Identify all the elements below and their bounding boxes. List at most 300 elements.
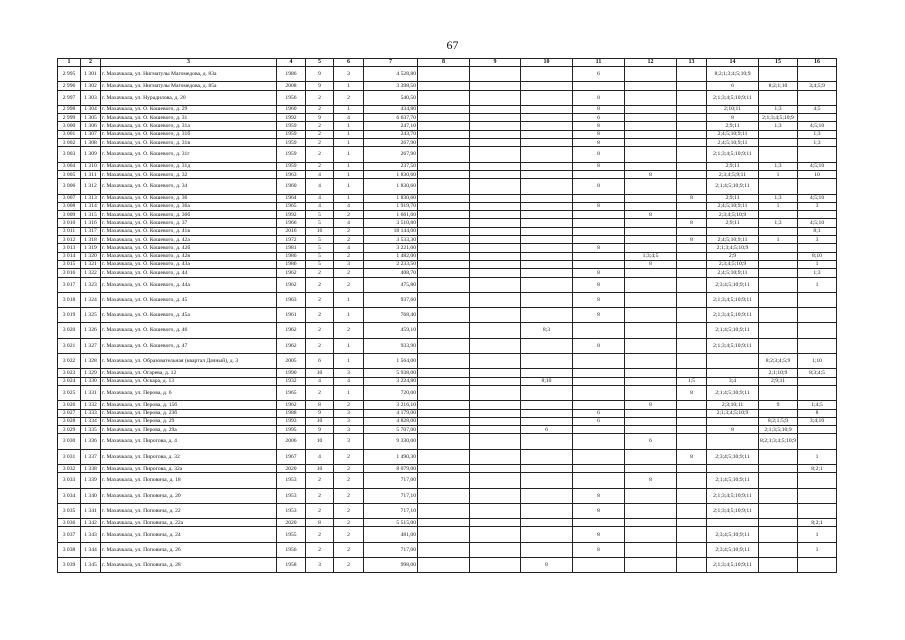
table-cell [418,170,470,178]
table-cell [470,369,521,377]
table-cell: 1 302 [81,82,101,90]
table-cell: 717,00 [364,473,418,488]
table-cell: 1 [334,122,364,130]
table-cell [573,170,625,178]
table-cell [470,105,521,113]
table-cell [798,114,837,122]
table-cell: 1967 [277,449,306,464]
table-row [58,354,837,369]
table-cell: 2;1;3;4;5;10;9 [707,409,759,417]
table-cell [625,542,677,557]
table-cell: 2 [334,527,364,542]
table-cell: 2 [334,236,364,244]
table-cell [418,67,470,82]
table-row [58,409,837,417]
table-cell [625,219,677,227]
table-cell [521,194,573,202]
table-row [58,338,837,353]
table-cell [625,179,677,194]
table-cell [521,385,573,400]
table-row [58,90,837,105]
column-header: 6 [334,59,364,67]
table-cell [470,82,521,90]
table-cell [798,473,837,488]
table-cell: 2;9 [707,252,759,260]
table-cell [625,114,677,122]
table-cell: 720,00 [364,385,418,400]
table-cell: 1 311 [81,170,101,178]
table-cell: 1959 [277,162,306,170]
table-cell: 2;3;4;5;10;9;11 [707,277,759,292]
table-cell: 1;3 [798,130,837,138]
table-cell [677,139,707,147]
table-cell: 1 322 [81,269,101,277]
table-cell: 1 661,60 [364,211,418,219]
table-cell: 481,00 [364,527,418,542]
table-cell: 8 [625,401,677,409]
header-row [58,59,837,67]
table-cell: 2 [306,527,334,542]
table-cell [798,308,837,323]
table-cell: 2 [306,139,334,147]
table-cell: 8 [573,542,625,557]
table-cell [759,269,798,277]
table-row [58,105,837,113]
table-cell: 1988 [277,409,306,417]
table-cell [521,105,573,113]
table-cell: 267,90 [364,139,418,147]
table-cell [470,179,521,194]
table-cell [677,105,707,113]
table-cell: 1 312 [81,179,101,194]
table-cell: 1932 [277,377,306,385]
table-cell [625,409,677,417]
table-cell: 8 [677,194,707,202]
table-cell [418,527,470,542]
table-cell [573,227,625,235]
table-cell [470,244,521,252]
table-cell: г. Махачкала, ул. О. Кошевого, д. 42в [101,252,277,260]
table-cell [418,202,470,210]
table-cell: 2;3;4;5;10;9;11 [707,449,759,464]
table-cell [470,377,521,385]
table-cell [418,269,470,277]
table-cell: 8 [573,277,625,292]
table-cell: 8;2;1;3;4;5;10;9 [759,434,798,449]
table-cell: 1986 [277,260,306,268]
table-cell: г. Махачкала, ул. О. Кошевого, д. 43а [101,260,277,268]
table-cell [470,269,521,277]
table-cell [521,401,573,409]
table-cell: 8 [677,449,707,464]
table-cell [625,369,677,377]
table-cell [677,503,707,518]
table-cell: г. Махачкала, ул. Пирогова, д. 4 [101,434,277,449]
table-cell: 1 303 [81,90,101,105]
table-cell: г. Махачкала, ул. О. Кошевого, д. 31в [101,139,277,147]
table-cell [573,385,625,400]
table-cell: 4 [306,202,334,210]
table-cell: 2 [334,269,364,277]
table-row [58,194,837,202]
table-cell: 5 [306,244,334,252]
table-cell: 10 [798,170,837,178]
table-cell: 2;1;3;4;5;10;9;11 [707,147,759,162]
table-cell [677,527,707,542]
table-cell [677,488,707,503]
table-cell [759,409,798,417]
table-cell [759,464,798,472]
table-cell [470,519,521,527]
table-cell: 8 [707,114,759,122]
table-cell: 1962 [277,323,306,338]
table-cell [521,139,573,147]
table-cell: 475,80 [364,277,418,292]
table-cell: 3 037 [58,527,81,542]
table-cell [418,385,470,400]
table-cell [470,542,521,557]
table-cell [677,323,707,338]
table-cell: 933,90 [364,338,418,353]
table-cell: 2;1;3;4;5;10;9 [759,114,798,122]
table-cell: 2 [306,277,334,292]
table-cell: 1 [334,354,364,369]
table-cell: 2 [306,292,334,307]
table-cell [418,434,470,449]
table-cell: 3 003 [58,147,81,162]
table-cell: 2 [334,211,364,219]
table-cell: 3 010 [58,219,81,227]
table-cell: 1965 [277,202,306,210]
table-row [58,219,837,227]
table-cell [677,252,707,260]
table-cell [798,67,837,82]
table-row [58,377,837,385]
table-cell: 1;3 [798,269,837,277]
table-cell: 1 [798,277,837,292]
table-cell [573,219,625,227]
table-cell: г. Махачкала, ул. Поповича, д. 26 [101,542,277,557]
table-cell [521,260,573,268]
table-cell [521,464,573,472]
table-cell: 2 [306,503,334,518]
table-cell [521,236,573,244]
table-cell: 2 [306,162,334,170]
table-row [58,170,837,178]
table-cell [418,130,470,138]
table-row [58,449,837,464]
table-cell: 1 328 [81,354,101,369]
table-cell [798,244,837,252]
table-cell: 2;3;4;5;10;9 [707,211,759,219]
table-cell: 3 035 [58,503,81,518]
table-cell [759,211,798,219]
table-cell [470,67,521,82]
table-cell [625,377,677,385]
table-cell: 2 996 [58,82,81,90]
table-cell [470,323,521,338]
table-cell: г. Махачкала, ул. Перова, д. 29 [101,417,277,425]
table-cell [418,449,470,464]
table-cell: 3 020 [58,323,81,338]
table-cell: 2;1;3;4;5;10;9;11 [707,488,759,503]
table-cell: 1 345 [81,558,101,573]
table-cell: 1 306 [81,122,101,130]
table-cell [470,473,521,488]
table-row [58,114,837,122]
table-cell: 2 998 [58,105,81,113]
table-cell: 1 338 [81,464,101,472]
table-cell: 8 079,00 [364,464,418,472]
table-cell [625,292,677,307]
table-cell: 1 [334,179,364,194]
table-cell [625,527,677,542]
table-cell [521,90,573,105]
table-cell [418,252,470,260]
table-cell: 3 [334,409,364,417]
table-cell [677,90,707,105]
table-cell: 1 321 [81,260,101,268]
table-cell: 3 [798,236,837,244]
table-cell [521,409,573,417]
table-cell: 1993 [277,417,306,425]
table-cell: 3 038 [58,542,81,557]
table-cell: 717,10 [364,488,418,503]
table-cell: 1 313 [81,194,101,202]
table-cell: 1958 [277,558,306,573]
table-cell [418,464,470,472]
table-cell: 1 340 [81,488,101,503]
table-cell: 8;2;3;4;5;9 [759,354,798,369]
table-cell: 3 022 [58,354,81,369]
table-cell [521,308,573,323]
table-cell [470,449,521,464]
table-cell [573,377,625,385]
table-cell [677,260,707,268]
table-cell: 8 [573,202,625,210]
table-cell [759,308,798,323]
table-cell: 1 830,60 [364,170,418,178]
table-cell: 3 510,80 [364,219,418,227]
table-cell: 3 398,50 [364,82,418,90]
table-cell: 5 [306,219,334,227]
table-cell: 1 331 [81,385,101,400]
table-cell: г. Махачкала, ул. Поповича, д. 28 [101,558,277,573]
table-cell: 1 323 [81,277,101,292]
table-cell: 1 326 [81,323,101,338]
table-cell [521,170,573,178]
table-cell: 18 144,00 [364,227,418,235]
table-cell: 6 637,70 [364,114,418,122]
table-cell: 1959 [277,147,306,162]
table-cell [759,227,798,235]
table-row [58,464,837,472]
table-cell: 4 [334,219,364,227]
table-row [58,211,837,219]
table-cell: 1992 [277,114,306,122]
table-cell: 1962 [277,277,306,292]
table-cell: 1953 [277,503,306,518]
column-header: 2 [81,59,101,67]
table-cell: 1961 [277,308,306,323]
table-cell [470,260,521,268]
table-cell: 1959 [277,139,306,147]
table-cell: 9 [306,409,334,417]
table-cell: 1;3 [759,162,798,170]
table-cell: 6 [521,426,573,434]
table-cell: 998,00 [364,558,418,573]
table-row [58,179,837,194]
table-cell: 1959 [277,130,306,138]
table-cell [573,260,625,268]
table-row [58,488,837,503]
table-cell [521,519,573,527]
column-header: 14 [707,59,759,67]
table-cell [418,244,470,252]
table-cell: г. Махачкала, ул. Перова, д. 6 [101,385,277,400]
table-cell: 1 [798,527,837,542]
table-cell: 2008 [277,82,306,90]
table-cell [677,202,707,210]
table-cell: 1995 [277,426,306,434]
table-cell [677,426,707,434]
table-cell: 1 490,30 [364,449,418,464]
table-cell [470,385,521,400]
table-cell: 2 [334,473,364,488]
table-cell [677,542,707,557]
table-cell: 3 002 [58,139,81,147]
table-cell: 3 026 [58,401,81,409]
table-cell [759,527,798,542]
table-cell [470,338,521,353]
table-cell: 4 179,00 [364,409,418,417]
table-cell: 3 021 [58,338,81,353]
table-cell: 3 032 [58,464,81,472]
table-cell [418,542,470,557]
table-cell: 2;9;11 [707,162,759,170]
table-row [58,236,837,244]
table-cell [418,409,470,417]
table-cell [470,194,521,202]
table-cell: 8 [306,519,334,527]
table-cell [677,401,707,409]
table-cell: 8 [677,236,707,244]
table-cell: 1990 [277,369,306,377]
table-cell: 1972 [277,236,306,244]
table-cell [798,426,837,434]
table-row [58,503,837,518]
table-cell: 2005 [277,354,306,369]
table-row [58,308,837,323]
table-cell: 2 [306,338,334,353]
table-cell: 2;4;5;10;9;11 [707,269,759,277]
table-cell: 1 301 [81,67,101,82]
table-cell [707,369,759,377]
table-cell: 2;1;4;5;10;9;11 [707,179,759,194]
table-cell: 2;1;3;5;10;9 [759,426,798,434]
table-cell: 3 029 [58,426,81,434]
table-cell: г. Махачкала, ул. О. Кошевого, д. 31 [101,114,277,122]
table-cell: 3;4;5;9 [798,82,837,90]
table-cell: 1 310 [81,162,101,170]
table-cell [625,503,677,518]
table-cell: 1966 [277,219,306,227]
table-cell [625,426,677,434]
table-cell [677,417,707,425]
table-cell: г. Махачкала, ул. Поповича, д. 18 [101,473,277,488]
table-cell [573,473,625,488]
table-cell: 2 [306,90,334,105]
table-cell: 1 [759,170,798,178]
table-cell: 2;1;3;4;5;10;9;11 [707,292,759,307]
table-cell [707,464,759,472]
table-cell [625,417,677,425]
table-cell [677,292,707,307]
table-cell [470,401,521,409]
table-cell: 1981 [277,244,306,252]
table-cell [677,130,707,138]
table-cell [521,162,573,170]
table-cell [625,338,677,353]
table-cell: 1 [334,105,364,113]
table-cell: 2;10;11 [707,105,759,113]
table-cell: 8;2;1;10 [759,82,798,90]
table-cell: 3 009 [58,211,81,219]
table-cell [521,338,573,353]
table-cell [418,503,470,518]
table-cell: 2 995 [58,67,81,82]
table-cell [707,417,759,425]
table-row [58,426,837,434]
table-cell [677,147,707,162]
table-cell [573,519,625,527]
table-cell: 2;1;3;4;5;10;9;11 [707,90,759,105]
table-cell [418,194,470,202]
table-cell [521,354,573,369]
table-cell: 4 528,80 [364,67,418,82]
table-cell: 9 [759,401,798,409]
table-cell: 408,70 [364,269,418,277]
table-cell: 3 [798,202,837,210]
table-cell: 1 [798,449,837,464]
table-cell: 1 [798,542,837,557]
table-cell [470,308,521,323]
table-cell: 1 334 [81,417,101,425]
table-cell [625,385,677,400]
table-cell [625,519,677,527]
table-cell: 2 [334,401,364,409]
table-cell [759,179,798,194]
table-cell: 3 039 [58,558,81,573]
table-cell [798,179,837,194]
table-cell: 10 [306,369,334,377]
table-cell: 6 [573,409,625,417]
table-cell [418,211,470,219]
table-cell: 3 012 [58,236,81,244]
table-cell: 8 [625,473,677,488]
table-cell: г. Махачкала, ул. О. Кошевого, д. 47 [101,338,277,353]
table-cell [418,105,470,113]
table-cell: 1 341 [81,503,101,518]
table-cell: г. Махачкала, ул. Перова, д. 29а [101,426,277,434]
table-cell [521,82,573,90]
table-row [58,542,837,557]
table-cell [677,179,707,194]
table-cell: 1963 [277,292,306,307]
table-cell: г. Махачкала, ул. Поповича, д. 22а [101,519,277,527]
table-cell: 1964 [277,194,306,202]
table-cell: 3 025 [58,385,81,400]
